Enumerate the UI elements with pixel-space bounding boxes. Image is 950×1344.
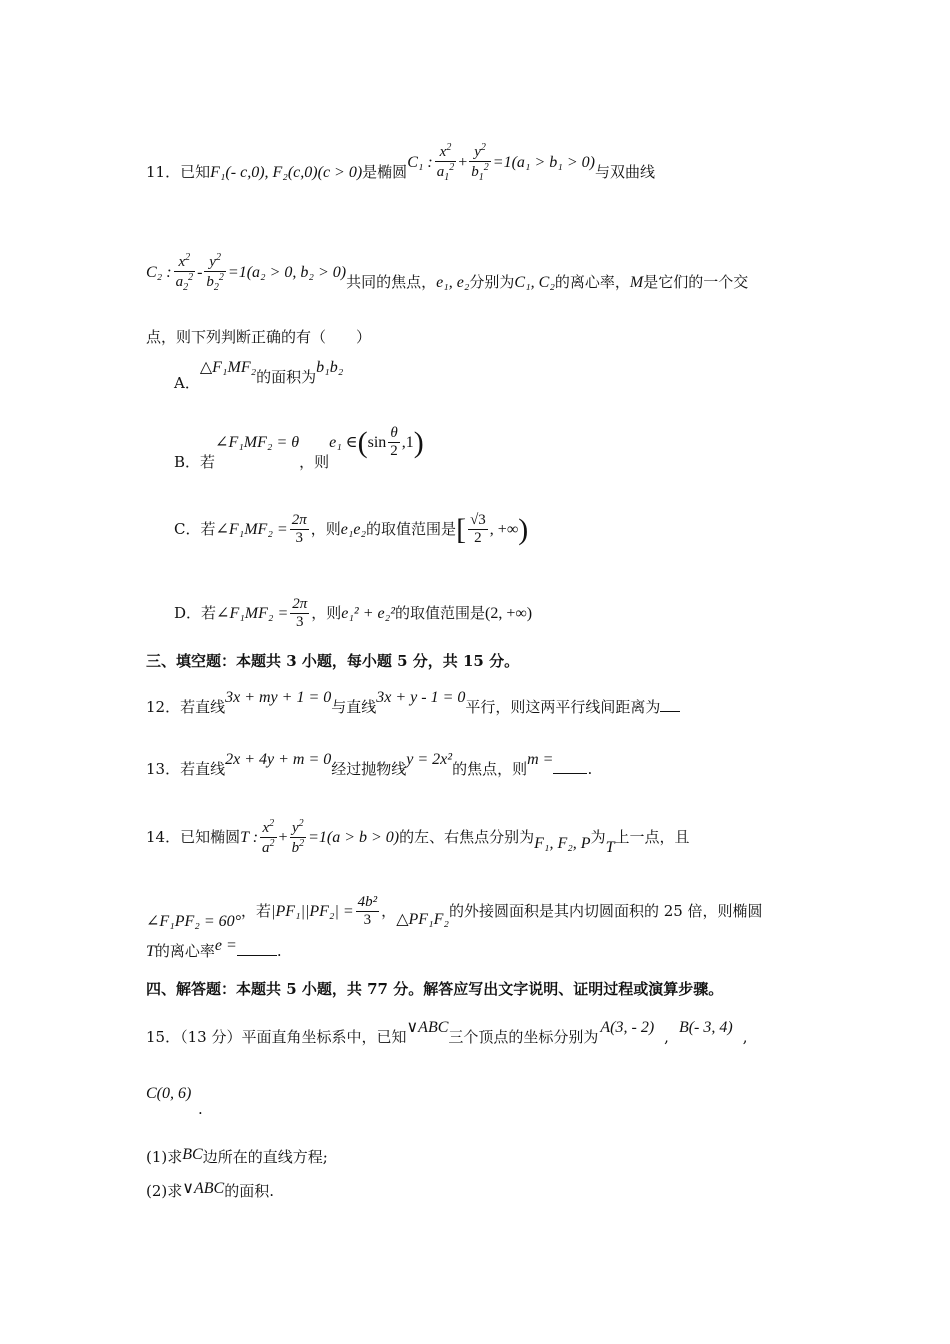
- q12-eq1: 3x + my + 1 = 0: [225, 689, 332, 706]
- q13-tail: 的焦点，则: [452, 760, 528, 778]
- q11-c-text: 的取值范围是: [366, 519, 457, 538]
- q15-p1-pre: (1)求: [146, 1148, 183, 1166]
- q15-head: 15．（13 分）平面直角坐标系中，已知: [146, 1028, 407, 1046]
- q15-p2-tri: ∨ABC: [182, 1180, 225, 1197]
- q11-foci: F₁(- c,0), F₂(c,0)(c > 0): [210, 163, 363, 181]
- q11-d-sum: e₁² + e₂²: [341, 604, 395, 622]
- q11-line2: C₂ : $\frac{x^2}{a_2^2}$ - $\frac{y^2}{b_2^2}$ =1(a₂ > 0, b₂ > 0)共同的焦点，e₁, e₂分别为C₁, C₂的离心率，M是它们的一个交: [146, 252, 749, 294]
- q13-eq1: 2x + 4y + m = 0: [225, 751, 332, 768]
- q15-p2-pre: (2)求: [146, 1182, 183, 1200]
- section-3-heading: 三、填空题：本题共 3 小题，每小题 5 分，共 15 分。: [146, 652, 520, 670]
- q11-d-text: 的取值范围是: [394, 603, 485, 622]
- q15-line2: C(0, 6) .: [146, 1085, 203, 1118]
- q11-shared: 共同的焦点，: [346, 272, 437, 291]
- q12-head: 12．若直线: [146, 698, 226, 716]
- q11-d-frac: $\frac{2\pi}{3}$: [292, 596, 308, 631]
- q11-option-b: B．若∠F₁MF₂ = θ，则e₁ ∈(sin $\frac{\theta}{2}$ ,1): [174, 425, 424, 471]
- q11-b-frac: $\frac{\theta}{2}$: [390, 425, 398, 460]
- q13-mid: 经过抛物线: [331, 760, 407, 778]
- q14-point: 上一点，且: [614, 827, 690, 846]
- q11-b-e1: e₁ ∈: [329, 433, 358, 451]
- q14-tri: △PF₁F₂: [396, 910, 449, 928]
- q11-head: 11．已知: [146, 162, 211, 181]
- q11-intersection: 是它们的一个交: [643, 272, 749, 291]
- q11-c1-cond: =1(a₁ > b₁ > 0): [492, 153, 595, 171]
- q14-head: 14．已知椭圆: [146, 827, 241, 846]
- q12-eq2: 3x + y - 1 = 0: [376, 689, 466, 706]
- q15-c: C(0, 6): [146, 1085, 192, 1102]
- q11-c2-frac-x: $\frac{x^2}{a_2^2}$: [175, 252, 194, 294]
- q14-frac-y: $\frac{y^2}{b^2}$: [291, 818, 305, 857]
- q13-end: .: [587, 760, 593, 778]
- q11-d-range: (2, +∞): [485, 604, 533, 622]
- q14-t: T: [605, 838, 615, 856]
- q13-answer-blank: [553, 773, 587, 774]
- q11-a-text: 的面积为: [256, 368, 317, 386]
- q11-c2-frac-y: $\frac{y^2}{b_2^2}$: [206, 252, 224, 294]
- q14-frac-x: $\frac{x^2}{a^2}$: [262, 818, 275, 857]
- q11-and-hyperbola: 与双曲线: [594, 162, 655, 181]
- q14-answer-blank: [237, 955, 277, 956]
- q15-part1: [146, 1146, 328, 1166]
- q13: [146, 751, 593, 778]
- q15-p1-post: 边所在的直线方程;: [202, 1148, 328, 1166]
- q11-line1: 11．已知F₁(- c,0), F₂(c,0)(c > 0)是椭圆C₁ : $\frac{x^2}{a_1^2}$ + $\frac{y^2}{b_1^2}$ =1(a₁ > b₁ > 0)与双曲线: [146, 142, 655, 184]
- q11-c-frac2: $\frac{√3}{2}$: [470, 512, 486, 547]
- q14-frac: $\frac{\text{4b²}}{3}$: [357, 894, 378, 929]
- q14-abs: |PF₁||PF₂| =: [271, 902, 354, 920]
- q11-option-c: C．若∠F₁MF₂ = $\frac{2\pi}{3}$ ，则e₁e₂的取值范围是[ $\frac{√3}{2}$ , +∞): [174, 512, 529, 547]
- q15-p2-post: 的面积.: [224, 1182, 274, 1200]
- q11-e-vars: e₁, e₂: [436, 273, 470, 291]
- q13-head: 13．若直线: [146, 760, 226, 778]
- q11-option-a: [174, 359, 344, 392]
- q11-d-label: D．若: [174, 603, 217, 622]
- q14-circ-text: 的外接圆面积是其内切圆面积的 25 倍，则椭圆: [448, 901, 763, 920]
- q14-is: 为: [590, 827, 606, 846]
- q11-a-label: A．: [174, 374, 200, 392]
- q11-c1-label: C₁ :: [407, 153, 433, 171]
- q15-a: A(3, - 2): [600, 1019, 655, 1036]
- q11-m-var: M: [629, 273, 644, 291]
- q11-b-angle: ∠F₁MF₂ = θ: [215, 433, 300, 451]
- q15-tri: ∨ABC: [406, 1019, 449, 1036]
- q13-m: m =: [527, 751, 554, 768]
- q14-line2: [146, 894, 763, 930]
- q11-d-angle: ∠F₁MF₂ =: [216, 604, 289, 622]
- q13-eq2: y = 2x²: [406, 751, 453, 768]
- q11-c-prod: e₁e₂: [340, 520, 367, 538]
- q12-answer-blank: [660, 711, 680, 712]
- q12-tail: 平行，则这两平行线间距离为: [465, 698, 661, 716]
- q11-a-tri: △F₁MF₂: [199, 359, 257, 376]
- q14-line1: 14．已知椭圆T : $\frac{x^2}{a^2}$ + $\frac{y^2}{b^2}$ =1(a > b > 0)的左、右焦点分别为F₁, F₂, P为T上一点，且: [146, 818, 690, 857]
- q11-c2-cond: =1(a₂ > 0, b₂ > 0): [227, 263, 347, 281]
- q14-foci-text: 的左、右焦点分别为: [399, 827, 535, 846]
- q11-b-label: B．若: [174, 452, 216, 471]
- q14-ecc-text: 的离心率: [154, 942, 215, 960]
- q14-end: .: [276, 942, 282, 960]
- q11-is-ellipse: 是椭圆: [362, 162, 408, 181]
- q14-angle: ∠F₁PF₂ = 60°: [146, 912, 242, 930]
- q14-comma: ，: [381, 901, 397, 920]
- q11-c2-label: C₂ :: [146, 263, 172, 281]
- section-4-heading: 四、解答题：本题共 5 小题，共 77 分。解答应写出文字说明、证明过程或演算步骤。: [146, 980, 724, 998]
- q15-text: 三个顶点的坐标分别为: [448, 1028, 599, 1046]
- q14-t2: T: [146, 943, 155, 960]
- q11-ecc: 的离心率，: [554, 272, 630, 291]
- q11-resp: 分别为: [469, 272, 515, 291]
- q11-b-tail: ,1: [401, 433, 414, 451]
- q11-b-then: ，则: [299, 452, 330, 471]
- q11-c1-frac-x: $\frac{x^2}{a_1^2}$: [436, 142, 455, 184]
- q12-mid: 与直线: [331, 698, 377, 716]
- q11-c-label: C．若: [174, 519, 216, 538]
- q14-cond: =1(a > b > 0): [308, 828, 400, 846]
- q14-if: ，若: [241, 901, 272, 920]
- q11-c-frac: $\frac{2\pi}{3}$: [291, 512, 307, 547]
- q11-line3: 点，则下列判断正确的有（ ）: [146, 328, 372, 346]
- q14-f-vars: F₁, F₂, P: [534, 834, 591, 852]
- q11-b-sin: sin: [367, 433, 387, 451]
- q14-line3: [146, 937, 282, 960]
- q11-c-tail: , +∞: [489, 520, 519, 538]
- q11-c-angle: ∠F₁MF₂ =: [215, 520, 288, 538]
- q12: [146, 689, 680, 716]
- q15-part2: [146, 1180, 274, 1200]
- q14-t-label: T :: [240, 828, 259, 846]
- q11-a-val: b₁b₂: [316, 359, 344, 376]
- q11-c-then: ，则: [310, 519, 341, 538]
- q11-option-d: [174, 596, 532, 632]
- q14-e: e =: [214, 937, 237, 954]
- q15-p1-bc: BC: [182, 1146, 203, 1163]
- q11-c-vars: C₁, C₂: [514, 273, 555, 291]
- q11-d-then: ，则: [311, 603, 342, 622]
- q15-line1: 15．（13 分）平面直角坐标系中，已知∨ABC三个顶点的坐标分别为A(3, - 2),B(- 3, 4),: [146, 1019, 748, 1046]
- q11-c1-frac-y: $\frac{y^2}{b_1^2}$: [471, 142, 489, 184]
- q15-b: B(- 3, 4): [678, 1019, 733, 1036]
